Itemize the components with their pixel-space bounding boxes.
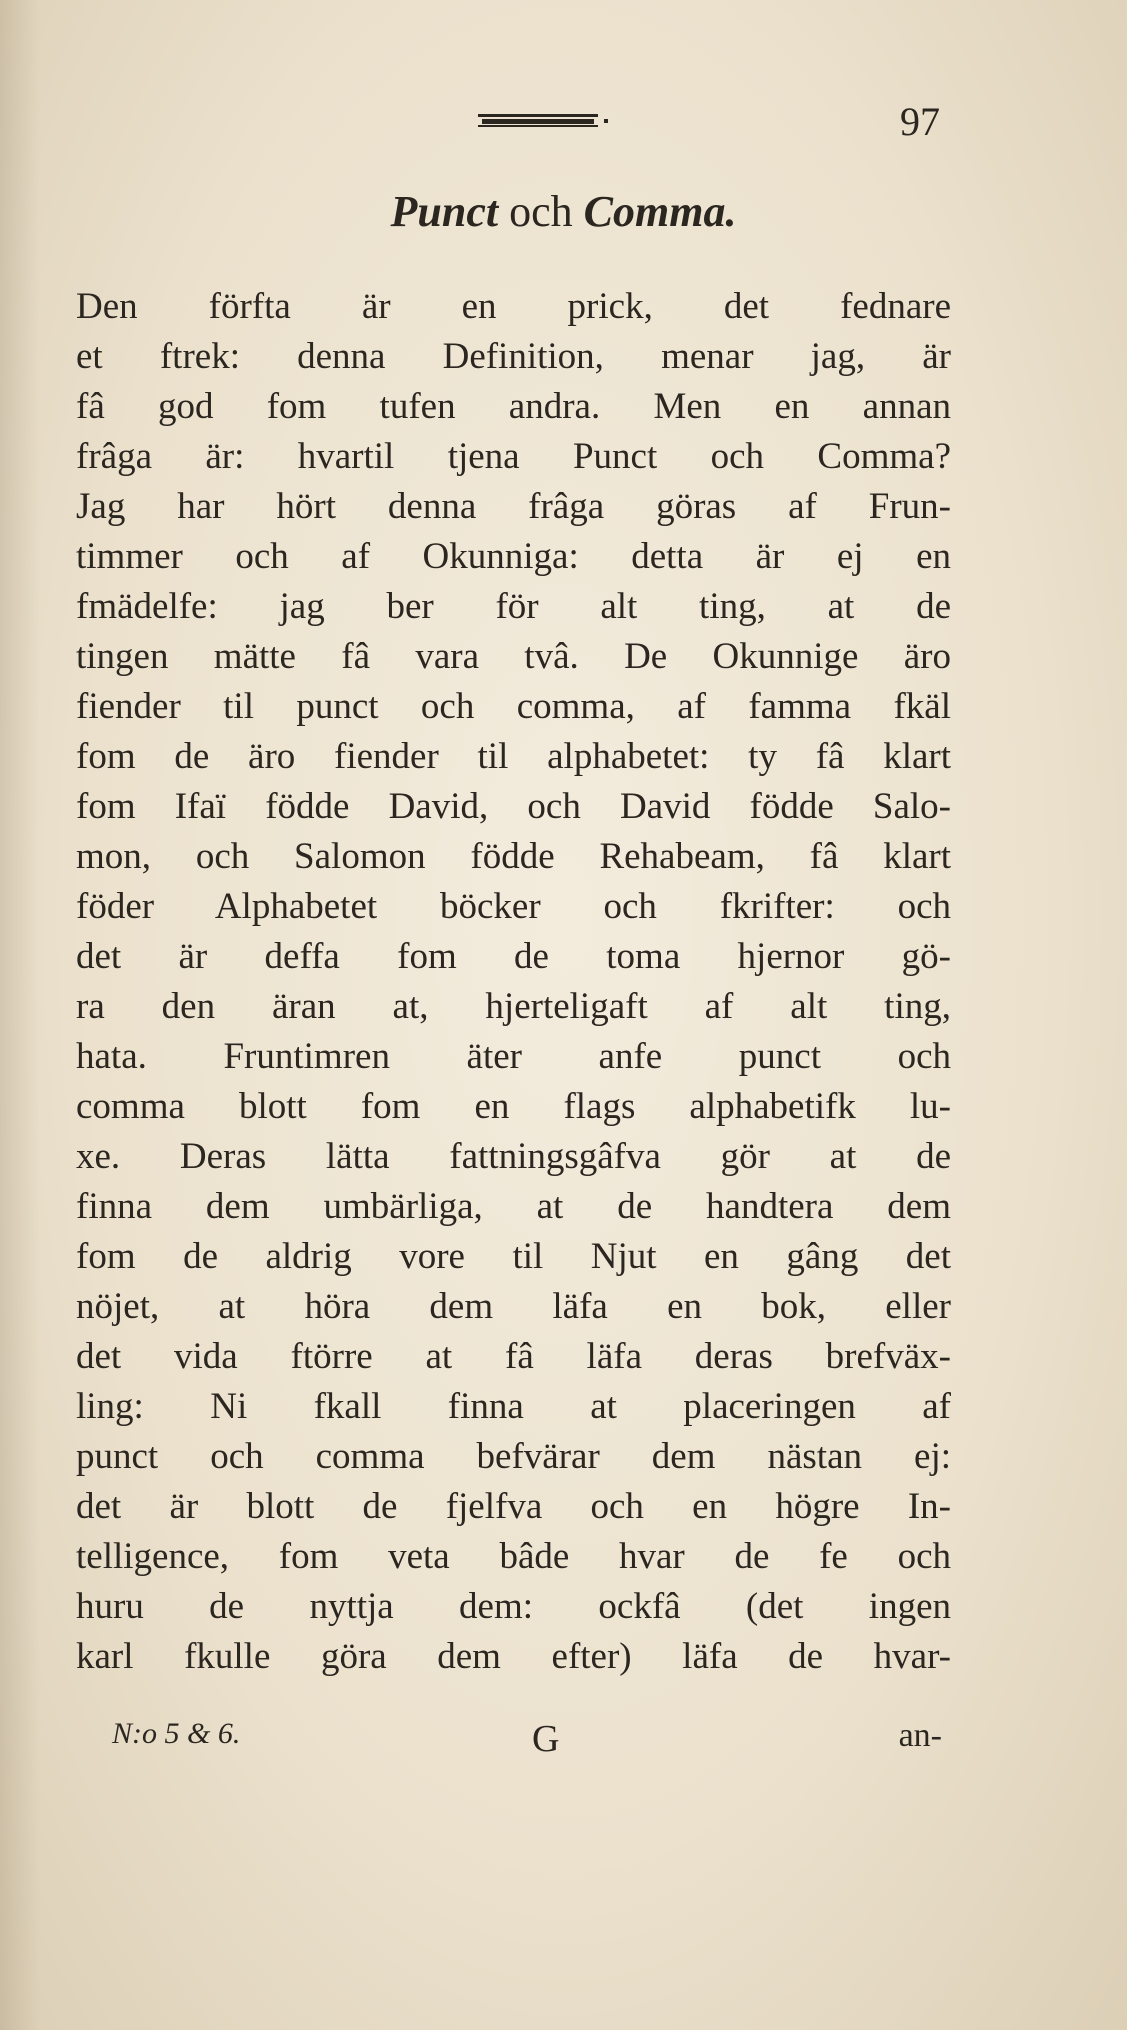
chapter-title (0, 186, 1127, 237)
text-line: fmädelfe: jag ber för alt ting, at de (76, 586, 951, 627)
page-number: 97 (900, 99, 940, 144)
gathering-mark: G (532, 1718, 560, 1760)
text-line: huru de nyttja dem: ockfâ (det ingen (76, 1586, 951, 1627)
text-line: det är blott de fjelfva och en högre In- (76, 1486, 951, 1527)
text-line: fom de aldrig vore til Njut en gâng det (76, 1236, 951, 1277)
text-line: fâ god fom tufen andra. Men en annan (76, 386, 951, 427)
text-line: fom de äro fiender til alphabetet: ty fâ klart (76, 736, 951, 777)
text-line: finna dem umbärliga, at de handtera dem (76, 1186, 951, 1227)
text-line: det vida ftörre at fâ läfa deras brefväx- (76, 1336, 951, 1377)
text-line: Den förfta är en prick, det fednare (76, 286, 951, 327)
text-line: föder Alphabetet böcker och fkrifter: och (76, 886, 951, 927)
text-line: hata. Fruntimren äter anfe punct och (76, 1036, 951, 1077)
text-line: timmer och af Okunniga: detta är ej en (76, 536, 951, 577)
text-line: punct och comma befvärar dem nästan ej: (76, 1436, 951, 1477)
text-line: det är deffa fom de toma hjernor gö- (76, 936, 951, 977)
text-line: frâga är: hvartil tjena Punct och Comma? (76, 436, 951, 477)
headpiece-ornament (478, 112, 614, 130)
text-line: comma blott fom en flags alphabetifk lu- (76, 1086, 951, 1127)
title-part-punct: Punct (390, 187, 499, 236)
text-line: Jag har hört denna frâga göras af Frun- (76, 486, 951, 527)
title-part-och: och (509, 187, 573, 236)
text-line: ling: Ni fkall finna at placeringen af (76, 1386, 951, 1427)
text-line: fiender til punct och comma, af famma fkäl (76, 686, 951, 727)
body-text (76, 282, 951, 1682)
text-line: telligence, fom veta bâde hvar de fe och (76, 1536, 951, 1577)
text-line: nöjet, at höra dem läfa en bok, eller (76, 1286, 951, 1327)
spine-shadow (0, 0, 40, 2030)
page-footer (112, 1717, 942, 1767)
text-line: xe. Deras lätta fattningsgâfva gör at de (76, 1136, 951, 1177)
text-line: fom Ifaï födde David, och David födde Salo- (76, 786, 951, 827)
issue-signature: N:o 5 & 6. (112, 1717, 241, 1750)
text-line: karl fkulle göra dem efter) läfa de hvar- (76, 1636, 951, 1677)
catchword: an- (898, 1717, 942, 1754)
text-line: ra den äran at, hjerteligaft af alt ting, (76, 986, 951, 1027)
text-line: mon, och Salomon födde Rehabeam, fâ klart (76, 836, 951, 877)
text-line: tingen mätte fâ vara tvâ. De Okunnige äro (76, 636, 951, 677)
title-part-comma: Comma. (583, 187, 737, 236)
text-line: et ftrek: denna Definition, menar jag, är (76, 336, 951, 377)
